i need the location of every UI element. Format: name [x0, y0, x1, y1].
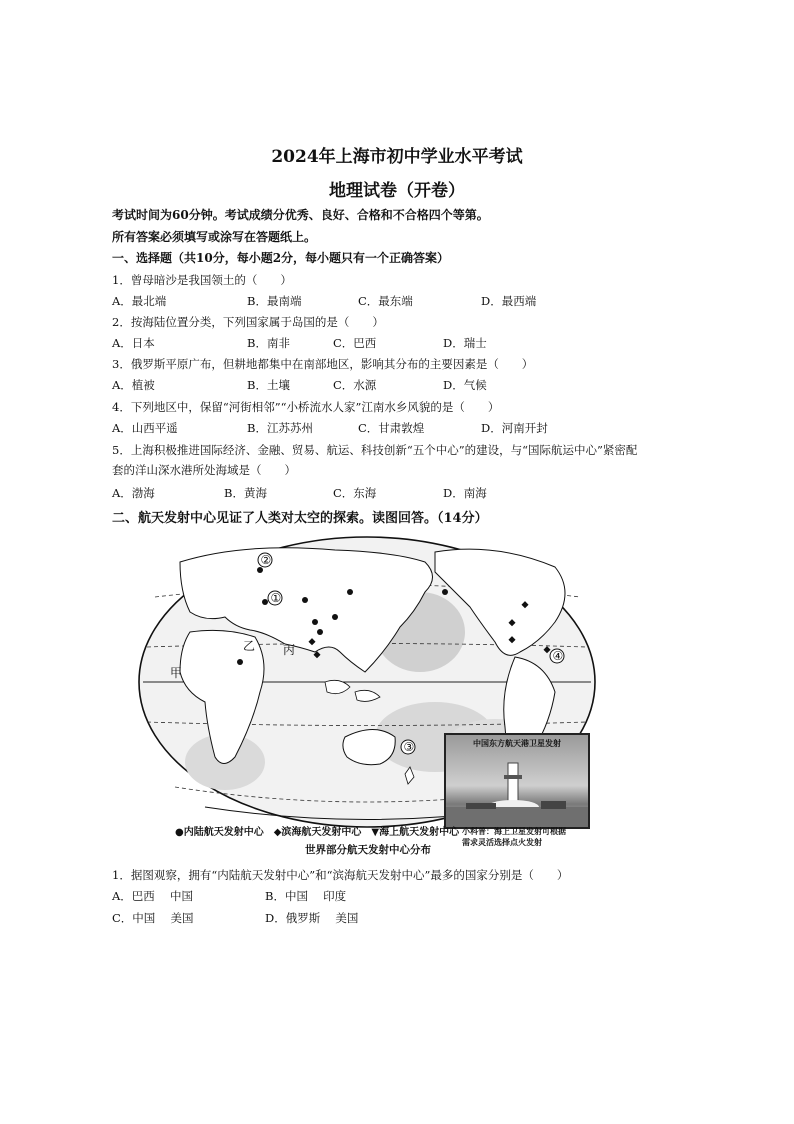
option: C．东海 — [333, 486, 377, 500]
map-label: ④ — [552, 649, 564, 663]
option: C．最东端 — [358, 294, 413, 308]
map-label: 丙 — [283, 643, 296, 657]
option: A．植被 — [112, 378, 155, 392]
option: B．中国 印度 — [265, 889, 347, 903]
option: C．水源 — [333, 378, 377, 392]
launch-photo — [444, 733, 590, 829]
map-label: 甲 — [170, 666, 183, 680]
map-label: ③ — [403, 740, 415, 754]
science-note — [462, 826, 602, 848]
question-stem: 1．曾母暗沙是我国领土的（ ） — [112, 273, 292, 287]
option: A．最北端 — [112, 294, 167, 308]
map-caption: 世界部分航天发射中心分布 — [305, 844, 431, 856]
option: B．江苏苏州 — [247, 421, 313, 435]
option: B．黄海 — [224, 486, 267, 500]
question-stem: 3．俄罗斯平原广布，但耕地都集中在南部地区，影响其分布的主要因素是（ ） — [112, 357, 534, 371]
option: D．瑞士 — [443, 336, 487, 350]
option: D．河南开封 — [481, 421, 548, 435]
science-note-line: 需求灵活选择点火发射 — [462, 837, 542, 847]
option: C．巴西 — [333, 336, 377, 350]
instruction-line: 考试时间为60分钟。考试成绩分优秀、良好、合格和不合格四个等第。 — [112, 208, 489, 222]
option: A．渤海 — [112, 486, 155, 500]
instruction-line: 所有答案必须填写或涂写在答题纸上。 — [112, 230, 317, 244]
photo-title: 中国东方航天港卫星发射 — [473, 738, 561, 748]
rocket-launch-icon — [446, 735, 588, 827]
option: A．山西平遥 — [112, 421, 178, 435]
question-stem: 2．按海陆位置分类，下列国家属于岛国的是（ ） — [112, 315, 384, 329]
option: B．南非 — [247, 336, 290, 350]
question-stem: 4．下列地区中，保留“河街相邻”“小桥流水人家”江南水乡风貌的是（ ） — [112, 400, 500, 414]
map-legend: ●内陆航天发射中心 ◆滨海航天发射中心 ▼海上航天发射中心 — [175, 827, 460, 838]
option: C．中国 美国 — [112, 911, 194, 925]
option: D．俄罗斯 美国 — [265, 911, 359, 925]
map-label: 乙 — [243, 639, 256, 653]
option: D．气候 — [443, 378, 487, 392]
question-stem: 5．上海积极推进国际经济、金融、贸易、航运、科技创新“五个中心”的建设，与“国际航运中心”紧密配 — [112, 443, 638, 457]
exam-subtitle: 地理试卷（开卷） — [329, 181, 465, 201]
option: A．巴西 中国 — [112, 889, 193, 903]
science-note-line: 小科普：海上卫星发射可根据 — [462, 826, 566, 836]
map-label: ② — [260, 553, 272, 567]
option: B．土壤 — [247, 378, 290, 392]
map-label: ① — [270, 591, 282, 605]
question-stem: 1．据图观察，拥有“内陆航天发射中心”和“滨海航天发射中心”最多的国家分别是（ ） — [112, 868, 569, 882]
section-heading: 二、航天发射中心见证了人类对太空的探索。读图回答。（14分） — [112, 511, 488, 526]
option: C．甘肃敦煌 — [358, 421, 425, 435]
question-stem-cont: 套的洋山深水港所处海域是（ ） — [112, 463, 296, 477]
option: A．日本 — [112, 336, 155, 350]
exam-title: 2024年上海市初中学业水平考试 — [271, 147, 523, 167]
option: B．最南端 — [247, 294, 302, 308]
section-heading: 一、选择题（共10分，每小题2分，每小题只有一个正确答案） — [112, 251, 450, 265]
option: D．南海 — [443, 486, 487, 500]
option: D．最西端 — [481, 294, 537, 308]
